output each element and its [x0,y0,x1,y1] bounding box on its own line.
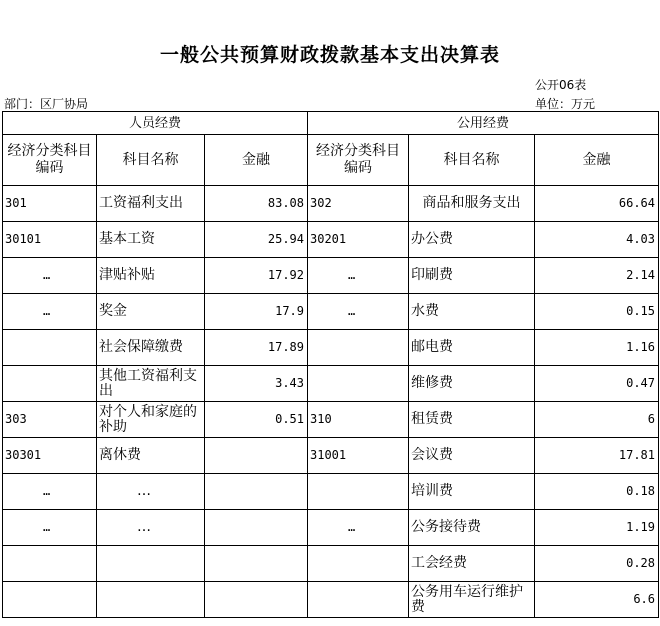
amount-header: 金融 [205,135,308,186]
public-name-cell: 印刷费 [409,258,535,294]
personnel-name-cell [97,582,205,618]
table-row [3,438,659,474]
public-amount-cell: 0.28 [535,546,659,582]
unit-label: 单位：万元 [535,97,596,111]
personnel-amount-cell: 0.51 [205,402,308,438]
personnel-amount-cell: 83.08 [205,186,308,222]
public-code-cell [308,366,409,402]
personnel-name-cell: 离休费 [97,438,205,474]
table-row [3,510,659,546]
public-amount-cell: 17.81 [535,438,659,474]
personnel-amount-cell [205,438,308,474]
public-code-cell: … [308,258,409,294]
personnel-amount-cell [205,474,308,510]
personnel-code-cell [3,366,97,402]
public-amount-cell: 1.19 [535,510,659,546]
personnel-name-cell: 工资福利支出 [97,186,205,222]
personnel-name-cell: 社会保障缴费 [97,330,205,366]
table-row [3,294,659,330]
document-title: 一般公共预算财政拨款基本支出决算表 [159,44,500,66]
public-code-cell: … [308,294,409,330]
personnel-code-cell: … [3,294,97,330]
public-amount-cell: 1.16 [535,330,659,366]
personnel-name-cell: 津贴补贴 [97,258,205,294]
personnel-name-cell: 基本工资 [97,222,205,258]
personnel-amount-cell [205,510,308,546]
code-header: 经济分类科目编码 [308,135,409,186]
personnel-code-cell: 30301 [3,438,97,474]
personnel-header: 人员经费 [3,112,308,135]
public-code-cell [308,330,409,366]
public-name-cell: 会议费 [409,438,535,474]
table-row [3,258,659,294]
personnel-name-cell: 对个人和家庭的补助 [97,402,205,438]
personnel-name-cell [97,546,205,582]
table-row [3,582,659,618]
public-code-cell: 310 [308,402,409,438]
public-name-cell: 租赁费 [409,402,535,438]
public-code-cell [308,582,409,618]
public-code-cell: … [308,510,409,546]
personnel-name-cell: … [97,510,205,546]
header-row-columns [3,135,659,186]
personnel-code-cell: … [3,510,97,546]
amount-header: 金融 [535,135,659,186]
personnel-name-cell: … [97,474,205,510]
public-code-cell [308,474,409,510]
department-label: 部门：区厂协局 [4,97,89,111]
name-header: 科目名称 [409,135,535,186]
public-header: 公用经费 [308,112,659,135]
table-row [3,402,659,438]
personnel-amount-cell: 17.9 [205,294,308,330]
personnel-code-cell: … [3,474,97,510]
public-name-cell: 培训费 [409,474,535,510]
personnel-amount-cell: 17.89 [205,330,308,366]
personnel-amount-cell: 17.92 [205,258,308,294]
table-row [3,546,659,582]
table-row [3,330,659,366]
table-row [3,366,659,402]
public-name-cell: 公务接待费 [409,510,535,546]
table-row [3,186,659,222]
personnel-code-cell [3,582,97,618]
personnel-code-cell: 303 [3,402,97,438]
code-header: 经济分类科目编码 [3,135,97,186]
personnel-code-cell: 30101 [3,222,97,258]
public-name-cell: 维修费 [409,366,535,402]
header-row-groups [3,112,659,135]
public-amount-cell: 4.03 [535,222,659,258]
form-number: 公开06表 [535,78,587,92]
personnel-amount-cell [205,582,308,618]
public-code-cell [308,546,409,582]
personnel-code-cell: 301 [3,186,97,222]
public-code-cell: 302 [308,186,409,222]
public-amount-cell: 0.47 [535,366,659,402]
public-name-cell: 公务用车运行维护费 [409,582,535,618]
public-name-cell: 工会经费 [409,546,535,582]
public-name-cell: 水费 [409,294,535,330]
public-code-cell: 31001 [308,438,409,474]
expenditure-table [2,111,659,618]
public-amount-cell: 2.14 [535,258,659,294]
public-code-cell: 30201 [308,222,409,258]
public-amount-cell: 6.6 [535,582,659,618]
personnel-amount-cell: 3.43 [205,366,308,402]
public-name-cell: 办公费 [409,222,535,258]
table-row [3,474,659,510]
public-name-cell: 邮电费 [409,330,535,366]
personnel-code-cell [3,330,97,366]
personnel-name-cell: 其他工资福利支出 [97,366,205,402]
table-row [3,222,659,258]
public-amount-cell: 0.15 [535,294,659,330]
public-name-cell: 商品和服务支出 [409,186,535,222]
personnel-amount-cell [205,546,308,582]
personnel-name-cell: 奖金 [97,294,205,330]
public-amount-cell: 66.64 [535,186,659,222]
public-amount-cell: 0.18 [535,474,659,510]
personnel-code-cell: … [3,258,97,294]
personnel-code-cell [3,546,97,582]
public-amount-cell: 6 [535,402,659,438]
name-header: 科目名称 [97,135,205,186]
personnel-amount-cell: 25.94 [205,222,308,258]
